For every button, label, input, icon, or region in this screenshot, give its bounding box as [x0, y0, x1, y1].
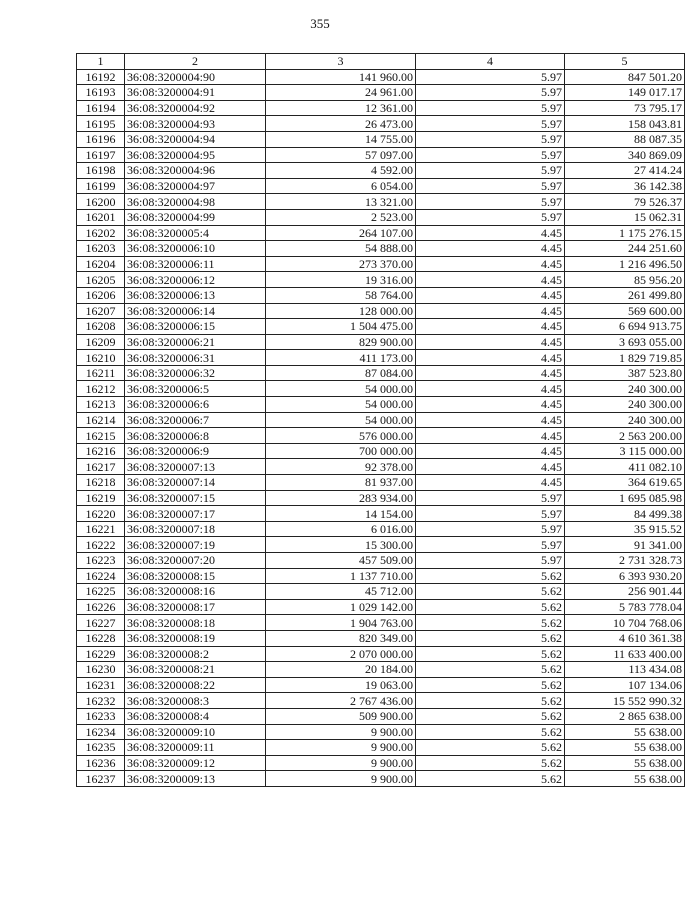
cadastral-number-cell: 36:08:3200007:19	[125, 537, 266, 553]
cadastral-number-cell: 36:08:3200005:4	[125, 225, 266, 241]
rate-cell: 5.62	[416, 708, 565, 724]
cadastral-number-cell: 36:08:3200008:18	[125, 615, 266, 631]
cadastral-number-cell: 36:08:3200004:92	[125, 100, 266, 116]
column-header-5: 5	[565, 54, 685, 70]
table-row	[77, 381, 685, 397]
value-cell: 6 694 913.75	[565, 319, 685, 335]
rate-cell: 4.45	[416, 334, 565, 350]
rate-cell: 5.62	[416, 568, 565, 584]
value-cell: 244 251.60	[565, 241, 685, 257]
table-row	[77, 630, 685, 646]
row-number-cell: 16204	[77, 256, 125, 272]
area-cell: 81 937.00	[266, 475, 416, 491]
rate-cell: 5.62	[416, 615, 565, 631]
rate-cell: 4.45	[416, 241, 565, 257]
cadastral-number-cell: 36:08:3200009:10	[125, 724, 266, 740]
rate-cell: 4.45	[416, 412, 565, 428]
cadastral-number-cell: 36:08:3200006:31	[125, 350, 266, 366]
rate-cell: 4.45	[416, 459, 565, 475]
rate-cell: 5.62	[416, 693, 565, 709]
rate-cell: 4.45	[416, 475, 565, 491]
table-row	[77, 319, 685, 335]
row-number-cell: 16218	[77, 475, 125, 491]
area-cell: 14 154.00	[266, 506, 416, 522]
area-cell: 829 900.00	[266, 334, 416, 350]
cadastral-number-cell: 36:08:3200006:7	[125, 412, 266, 428]
table-row	[77, 662, 685, 678]
table-row	[77, 553, 685, 569]
value-cell: 411 082.10	[565, 459, 685, 475]
area-cell: 19 063.00	[266, 677, 416, 693]
row-number-cell: 16198	[77, 163, 125, 179]
rate-cell: 5.62	[416, 584, 565, 600]
row-number-cell: 16230	[77, 662, 125, 678]
table-row	[77, 568, 685, 584]
rate-cell: 5.97	[416, 521, 565, 537]
value-cell: 240 300.00	[565, 381, 685, 397]
cadastral-number-cell: 36:08:3200006:15	[125, 319, 266, 335]
table-row	[77, 521, 685, 537]
table-row	[77, 428, 685, 444]
rate-cell: 5.62	[416, 630, 565, 646]
value-cell: 364 619.65	[565, 475, 685, 491]
value-cell: 107 134.06	[565, 677, 685, 693]
row-number-cell: 16221	[77, 521, 125, 537]
table-row	[77, 225, 685, 241]
area-cell: 54 000.00	[266, 397, 416, 413]
cadastral-number-cell: 36:08:3200007:13	[125, 459, 266, 475]
value-cell: 340 869.09	[565, 147, 685, 163]
value-cell: 10 704 768.06	[565, 615, 685, 631]
rate-cell: 4.45	[416, 225, 565, 241]
rate-cell: 4.45	[416, 272, 565, 288]
value-cell: 35 915.52	[565, 521, 685, 537]
value-cell: 55 638.00	[565, 724, 685, 740]
table-row	[77, 615, 685, 631]
table-row	[77, 459, 685, 475]
row-number-cell: 16195	[77, 116, 125, 132]
rate-cell: 5.97	[416, 116, 565, 132]
cadastral-number-cell: 36:08:3200007:15	[125, 490, 266, 506]
table-row	[77, 475, 685, 491]
row-number-cell: 16200	[77, 194, 125, 210]
row-number-cell: 16222	[77, 537, 125, 553]
row-number-cell: 16196	[77, 131, 125, 147]
cadastral-number-cell: 36:08:3200004:96	[125, 163, 266, 179]
table-row	[77, 397, 685, 413]
value-cell: 1 829 719.85	[565, 350, 685, 366]
row-number-cell: 16227	[77, 615, 125, 631]
area-cell: 6 054.00	[266, 178, 416, 194]
value-cell: 6 393 930.20	[565, 568, 685, 584]
rate-cell: 5.97	[416, 131, 565, 147]
value-cell: 27 414.24	[565, 163, 685, 179]
value-cell: 88 087.35	[565, 131, 685, 147]
area-cell: 1 137 710.00	[266, 568, 416, 584]
row-number-cell: 16236	[77, 755, 125, 771]
row-number-cell: 16211	[77, 365, 125, 381]
row-number-cell: 16214	[77, 412, 125, 428]
row-number-cell: 16210	[77, 350, 125, 366]
column-header-2: 2	[125, 54, 266, 70]
value-cell: 55 638.00	[565, 740, 685, 756]
cadastral-number-cell: 36:08:3200007:20	[125, 553, 266, 569]
row-number-cell: 16234	[77, 724, 125, 740]
row-number-cell: 16193	[77, 85, 125, 101]
row-number-cell: 16202	[77, 225, 125, 241]
value-cell: 79 526.37	[565, 194, 685, 210]
row-number-cell: 16201	[77, 209, 125, 225]
value-cell: 15 062.31	[565, 209, 685, 225]
area-cell: 9 900.00	[266, 755, 416, 771]
table-row	[77, 646, 685, 662]
value-cell: 3 693 055.00	[565, 334, 685, 350]
table-row	[77, 490, 685, 506]
area-cell: 1 029 142.00	[266, 599, 416, 615]
rate-cell: 4.45	[416, 397, 565, 413]
area-cell: 45 712.00	[266, 584, 416, 600]
area-cell: 9 900.00	[266, 740, 416, 756]
cadastral-number-cell: 36:08:3200004:91	[125, 85, 266, 101]
row-number-cell: 16215	[77, 428, 125, 444]
cadastral-number-cell: 36:08:3200006:32	[125, 365, 266, 381]
area-cell: 1 904 763.00	[266, 615, 416, 631]
row-number-cell: 16224	[77, 568, 125, 584]
table-row	[77, 443, 685, 459]
row-number-cell: 16229	[77, 646, 125, 662]
rate-cell: 4.45	[416, 428, 565, 444]
value-cell: 256 901.44	[565, 584, 685, 600]
rate-cell: 4.45	[416, 319, 565, 335]
value-cell: 15 552 990.32	[565, 693, 685, 709]
cadastral-number-cell: 36:08:3200006:11	[125, 256, 266, 272]
row-number-cell: 16192	[77, 69, 125, 85]
row-number-cell: 16216	[77, 443, 125, 459]
cadastral-number-cell: 36:08:3200007:17	[125, 506, 266, 522]
area-cell: 54 000.00	[266, 412, 416, 428]
area-cell: 92 378.00	[266, 459, 416, 475]
cadastral-number-cell: 36:08:3200008:22	[125, 677, 266, 693]
cadastral-number-cell: 36:08:3200006:9	[125, 443, 266, 459]
value-cell: 261 499.80	[565, 287, 685, 303]
row-number-cell: 16205	[77, 272, 125, 288]
area-cell: 820 349.00	[266, 630, 416, 646]
area-cell: 411 173.00	[266, 350, 416, 366]
cadastral-number-cell: 36:08:3200006:12	[125, 272, 266, 288]
cadastral-number-cell: 36:08:3200004:94	[125, 131, 266, 147]
rate-cell: 5.97	[416, 69, 565, 85]
table-row	[77, 100, 685, 116]
cadastral-number-cell: 36:08:3200008:2	[125, 646, 266, 662]
table-row	[77, 178, 685, 194]
table-row	[77, 677, 685, 693]
value-cell: 2 865 638.00	[565, 708, 685, 724]
table-row	[77, 724, 685, 740]
table-row	[77, 350, 685, 366]
row-number-cell: 16206	[77, 287, 125, 303]
area-cell: 20 184.00	[266, 662, 416, 678]
value-cell: 240 300.00	[565, 397, 685, 413]
rate-cell: 5.62	[416, 740, 565, 756]
table-row	[77, 209, 685, 225]
table-row	[77, 771, 685, 787]
header-row	[77, 54, 685, 70]
row-number-cell: 16226	[77, 599, 125, 615]
value-cell: 73 795.17	[565, 100, 685, 116]
row-number-cell: 16208	[77, 319, 125, 335]
cadastral-number-cell: 36:08:3200004:90	[125, 69, 266, 85]
value-cell: 149 017.17	[565, 85, 685, 101]
value-cell: 11 633 400.00	[565, 646, 685, 662]
rate-cell: 5.97	[416, 209, 565, 225]
rate-cell: 4.45	[416, 381, 565, 397]
row-number-cell: 16232	[77, 693, 125, 709]
row-number-cell: 16217	[77, 459, 125, 475]
cadastral-number-cell: 36:08:3200008:21	[125, 662, 266, 678]
area-cell: 457 509.00	[266, 553, 416, 569]
table-body	[77, 69, 685, 786]
table-row	[77, 506, 685, 522]
area-cell: 128 000.00	[266, 303, 416, 319]
row-number-cell: 16212	[77, 381, 125, 397]
cadastral-number-cell: 36:08:3200008:15	[125, 568, 266, 584]
area-cell: 15 300.00	[266, 537, 416, 553]
value-cell: 91 341.00	[565, 537, 685, 553]
cadastral-number-cell: 36:08:3200004:93	[125, 116, 266, 132]
rate-cell: 5.97	[416, 178, 565, 194]
row-number-cell: 16220	[77, 506, 125, 522]
cadastral-number-cell: 36:08:3200009:13	[125, 771, 266, 787]
rate-cell: 5.62	[416, 599, 565, 615]
row-number-cell: 16223	[77, 553, 125, 569]
area-cell: 26 473.00	[266, 116, 416, 132]
value-cell: 3 115 000.00	[565, 443, 685, 459]
area-cell: 2 523.00	[266, 209, 416, 225]
value-cell: 4 610 361.38	[565, 630, 685, 646]
row-number-cell: 16197	[77, 147, 125, 163]
value-cell: 5 783 778.04	[565, 599, 685, 615]
area-cell: 700 000.00	[266, 443, 416, 459]
table-row	[77, 412, 685, 428]
table-row	[77, 708, 685, 724]
table-row	[77, 287, 685, 303]
cadastral-number-cell: 36:08:3200008:16	[125, 584, 266, 600]
page-number: 355	[310, 16, 330, 31]
cadastral-number-cell: 36:08:3200006:21	[125, 334, 266, 350]
table-row	[77, 365, 685, 381]
value-cell: 84 499.38	[565, 506, 685, 522]
area-cell: 141 960.00	[266, 69, 416, 85]
rate-cell: 5.97	[416, 163, 565, 179]
rate-cell: 4.45	[416, 350, 565, 366]
cadastral-number-cell: 36:08:3200009:12	[125, 755, 266, 771]
area-cell: 57 097.00	[266, 147, 416, 163]
area-cell: 576 000.00	[266, 428, 416, 444]
rate-cell: 4.45	[416, 365, 565, 381]
cadastral-number-cell: 36:08:3200004:97	[125, 178, 266, 194]
area-cell: 13 321.00	[266, 194, 416, 210]
column-header-4: 4	[416, 54, 565, 70]
row-number-cell: 16207	[77, 303, 125, 319]
table-row	[77, 334, 685, 350]
area-cell: 283 934.00	[266, 490, 416, 506]
value-cell: 158 043.81	[565, 116, 685, 132]
value-cell: 55 638.00	[565, 755, 685, 771]
table-row	[77, 272, 685, 288]
value-cell: 55 638.00	[565, 771, 685, 787]
row-number-cell: 16237	[77, 771, 125, 787]
cadastral-number-cell: 36:08:3200007:18	[125, 521, 266, 537]
table-row	[77, 537, 685, 553]
rate-cell: 5.62	[416, 662, 565, 678]
rate-cell: 5.62	[416, 724, 565, 740]
cadastral-number-cell: 36:08:3200006:6	[125, 397, 266, 413]
table-row	[77, 256, 685, 272]
cadastral-number-cell: 36:08:3200006:10	[125, 241, 266, 257]
table-row	[77, 599, 685, 615]
area-cell: 2 767 436.00	[266, 693, 416, 709]
row-number-cell: 16194	[77, 100, 125, 116]
rate-cell: 5.97	[416, 537, 565, 553]
table-row	[77, 584, 685, 600]
table-row	[77, 69, 685, 85]
cadastral-number-cell: 36:08:3200006:8	[125, 428, 266, 444]
value-cell: 2 563 200.00	[565, 428, 685, 444]
area-cell: 264 107.00	[266, 225, 416, 241]
area-cell: 58 764.00	[266, 287, 416, 303]
row-number-cell: 16219	[77, 490, 125, 506]
value-cell: 569 600.00	[565, 303, 685, 319]
area-cell: 54 888.00	[266, 241, 416, 257]
rate-cell: 5.62	[416, 771, 565, 787]
value-cell: 1 695 085.98	[565, 490, 685, 506]
value-cell: 1 216 496.50	[565, 256, 685, 272]
cadastral-number-cell: 36:08:3200006:14	[125, 303, 266, 319]
area-cell: 54 000.00	[266, 381, 416, 397]
rate-cell: 5.62	[416, 677, 565, 693]
area-cell: 4 592.00	[266, 163, 416, 179]
cadastral-number-cell: 36:08:3200008:19	[125, 630, 266, 646]
cadastral-number-cell: 36:08:3200007:14	[125, 475, 266, 491]
rate-cell: 4.45	[416, 303, 565, 319]
rate-cell: 5.97	[416, 553, 565, 569]
cadastral-number-cell: 36:08:3200006:5	[125, 381, 266, 397]
value-cell: 36 142.38	[565, 178, 685, 194]
area-cell: 6 016.00	[266, 521, 416, 537]
area-cell: 2 070 000.00	[266, 646, 416, 662]
value-cell: 113 434.08	[565, 662, 685, 678]
cadastral-number-cell: 36:08:3200004:98	[125, 194, 266, 210]
row-number-cell: 16231	[77, 677, 125, 693]
row-number-cell: 16225	[77, 584, 125, 600]
area-cell: 1 504 475.00	[266, 319, 416, 335]
row-number-cell: 16203	[77, 241, 125, 257]
row-number-cell: 16209	[77, 334, 125, 350]
value-cell: 240 300.00	[565, 412, 685, 428]
area-cell: 24 961.00	[266, 85, 416, 101]
cadastral-number-cell: 36:08:3200009:11	[125, 740, 266, 756]
value-cell: 387 523.80	[565, 365, 685, 381]
area-cell: 509 900.00	[266, 708, 416, 724]
row-number-cell: 16235	[77, 740, 125, 756]
cadastral-number-cell: 36:08:3200006:13	[125, 287, 266, 303]
area-cell: 12 361.00	[266, 100, 416, 116]
rate-cell: 4.45	[416, 256, 565, 272]
value-cell: 847 501.20	[565, 69, 685, 85]
area-cell: 87 084.00	[266, 365, 416, 381]
table-row	[77, 693, 685, 709]
value-cell: 2 731 328.73	[565, 553, 685, 569]
rate-cell: 5.97	[416, 100, 565, 116]
rate-cell: 4.45	[416, 443, 565, 459]
table-row	[77, 116, 685, 132]
area-cell: 9 900.00	[266, 724, 416, 740]
rate-cell: 4.45	[416, 287, 565, 303]
table-row	[77, 131, 685, 147]
rate-cell: 5.97	[416, 147, 565, 163]
value-cell: 1 175 276.15	[565, 225, 685, 241]
table-row	[77, 303, 685, 319]
cadastral-number-cell: 36:08:3200008:17	[125, 599, 266, 615]
row-number-cell: 16213	[77, 397, 125, 413]
table-row	[77, 740, 685, 756]
cadastral-number-cell: 36:08:3200004:99	[125, 209, 266, 225]
table-row	[77, 147, 685, 163]
cadastral-table	[76, 53, 685, 787]
cadastral-number-cell: 36:08:3200008:4	[125, 708, 266, 724]
row-number-cell: 16199	[77, 178, 125, 194]
column-header-3: 3	[266, 54, 416, 70]
row-number-cell: 16228	[77, 630, 125, 646]
rate-cell: 5.62	[416, 646, 565, 662]
area-cell: 14 755.00	[266, 131, 416, 147]
rate-cell: 5.97	[416, 506, 565, 522]
table-row	[77, 755, 685, 771]
area-cell: 19 316.00	[266, 272, 416, 288]
table-row	[77, 85, 685, 101]
rate-cell: 5.97	[416, 85, 565, 101]
area-cell: 9 900.00	[266, 771, 416, 787]
column-header-1: 1	[77, 54, 125, 70]
rate-cell: 5.62	[416, 755, 565, 771]
cadastral-number-cell: 36:08:3200004:95	[125, 147, 266, 163]
rate-cell: 5.97	[416, 490, 565, 506]
table-row	[77, 241, 685, 257]
value-cell: 85 956.20	[565, 272, 685, 288]
cadastral-number-cell: 36:08:3200008:3	[125, 693, 266, 709]
table-row	[77, 194, 685, 210]
rate-cell: 5.97	[416, 194, 565, 210]
area-cell: 273 370.00	[266, 256, 416, 272]
table-row	[77, 163, 685, 179]
row-number-cell: 16233	[77, 708, 125, 724]
